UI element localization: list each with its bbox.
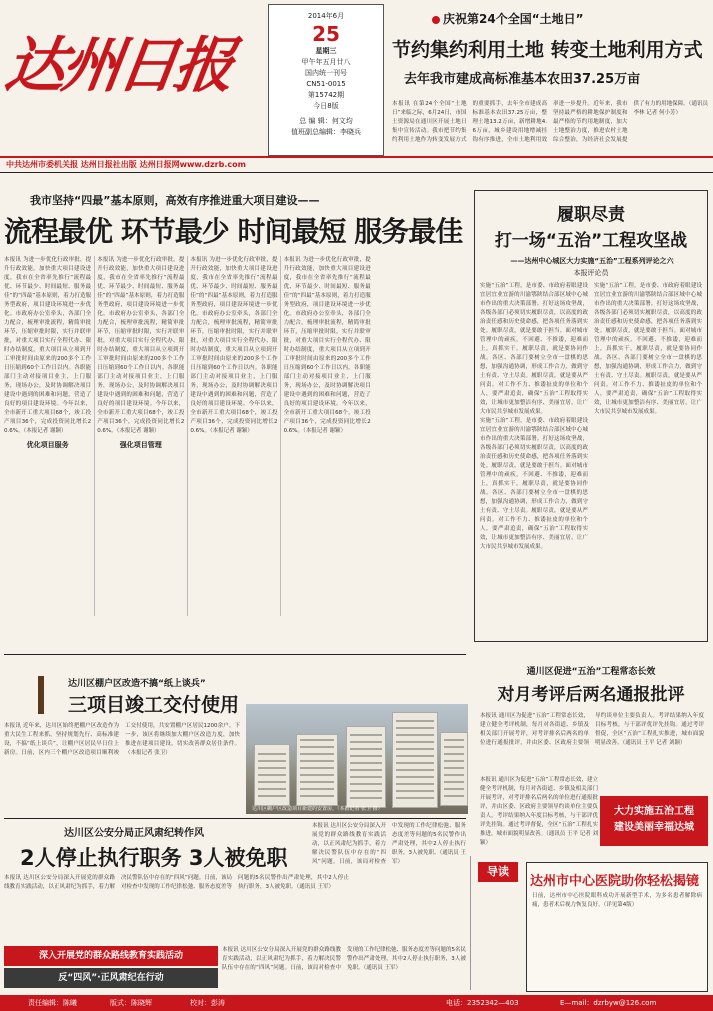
housing-body: 本报讯 近年来，达川区始终把棚户区改造作为重大民生工程来抓，坚持规划先行、高标准建设，不搞“纸上谈兵”，让棚户区居民早日住上新房。日前，区内三个棚户区改造项目顺利竣工交付使用，共安置棚户区居民1200余户。下一步，该区将继续加大棚户区改造力度，加快推进在建项目建设，切实改善群众居住条件。（本报记者 张卫） [4, 723, 240, 756]
lead-body-columns [4, 256, 464, 616]
footer-editor: 责任编辑：陈曦 [28, 999, 77, 1007]
top-story [392, 10, 712, 87]
side-feature-title-1: 履职尽责 [557, 205, 625, 225]
housing-title: 三项目竣工交付使用 [68, 694, 240, 716]
tongchuan-title: 对月考评后两名通报批评 [497, 685, 685, 705]
building-5 [440, 732, 468, 806]
side-feature-body-2: 实施“五治”工程，是市委、市政府着眼建设宜居宜业宜游的川渝鄂陕结合部区域中心城市作出的重大决策部署。打好这场攻坚战，各级各部门必须切实履职尽责，以高度的政治责任感和历史使命感，把各项任务落到实处。履职尽责，就是要敢于担当。面对城市管理中的顽疾，不回避、不推诿，迎难而上，真抓实干。履职尽责，就是要协同作战。各区、各部门要树立全市一盘棋的思想，加强沟通协调，形成工作合力，做到守土有责、守土尽责。履职尽责，就是要从严问责。对工作不力、推诿扯皮的单位和个人，要严肃追责，确保“五治”工程取得实效，让城市更加整洁有序、美丽宜居，让广大市民共享城市发展成果。 [480, 418, 588, 550]
daodu-divider [470, 856, 471, 990]
banner-line-2: 建设美丽幸福达城 [614, 822, 694, 833]
police-title: 2人停止执行职务 3人被免职 [20, 846, 288, 870]
top-story-kicker: 庆祝第24个全国“土地日” [432, 10, 712, 27]
police-body-bottom: 本报讯 达川区公安分局深入开展党的群众路线教育实践活动，以正风肃纪为抓手，着力解决民警队伍中存在的“四风”问题。日前，该局对检查中发现的工作纪律松弛、服务态度差等问题的5名民警作出严肃处理，其中2人停止执行职务，3人被免职。（通讯员 王军） [222, 947, 466, 971]
cn-number-label: 国内统一刊号 [305, 69, 347, 77]
police-banner-1: 深入开展党的群众路线教育实践活动 [4, 946, 218, 966]
masthead-rule [0, 156, 713, 158]
daodu-title: 达州市中心医院助你轻松揭镜 [530, 874, 700, 889]
lead-title: 流程最优 环节最少 时间最短 服务最佳 [4, 215, 463, 248]
top-story-title: 节约集约利用土地 转变土地利用方式 [392, 39, 703, 61]
lunar-date: 甲午年五月廿八 [301, 58, 351, 66]
housing-photo [246, 704, 468, 814]
top-story-body: 本报讯 在第24个全国“土地日”来临之际，6月24日，市国土资源局在通川区开展土地日集中宣传活动。我市把节约集约利用土地作为转变发展方式的重要抓手，去年全市建成高标准基本农田37.25万亩，整理土地13.2万亩，新增耕地4.6万亩，城乡建设用地增减挂钩有序推进，全市土地利用效率进一步提升。近年来，我市坚持最严格的耕地保护制度和最严格的节约用地制度，加大土地整治力度，推进农村土地综合整治，为经济社会发展提供了有力的用地保障。（通讯员 李林 记者 何小芳） [392, 101, 708, 143]
chief-editor: 总 编 辑：何文均 [299, 117, 353, 125]
footer-proofreader: 校对：彭涛 [190, 999, 225, 1007]
top-story-subtitle: 去年我市建成高标准基本农田37.25万亩 [404, 72, 641, 87]
footer-bar [0, 995, 713, 1011]
building-1 [254, 744, 290, 806]
building-2 [296, 734, 338, 806]
side-feature-title-2: 打一场“五治”工程攻坚战 [494, 231, 688, 251]
housing-kicker: 达川区棚户区改造不搞“纸上谈兵” [68, 679, 206, 689]
cn-code: CN51-0015 [306, 80, 346, 88]
police-rule [4, 818, 466, 819]
banner-line-1: 大力实施五治工程 [614, 806, 694, 817]
side-feature-body-3: 实施“五治”工程，是市委、市政府着眼建设宜居宜业宜游的川渝鄂陕结合部区域中心城市作出的重大决策部署。打好这场攻坚战，各级各部门必须切实履职尽责，以高度的政治责任感和历史使命感，把各项任务落到实处。履职尽责，就是要敢于担当。面对城市管理中的顽疾，不回避、不推诿，迎难而上，真抓实干。履职尽责，就是要协同作战。各区、各部门要树立全市一盘棋的思想，加强沟通协调，形成工作合力，做到守土有责、守土尽责。履职尽责，就是要从严问责。对工作不力、推诿扯皮的单位和个人，要严肃追责，确保“五治”工程取得实效，让城市更加整洁有序、美丽宜居，让广大市民共享城市发展成果。 [594, 283, 702, 415]
lead-kicker: 我市坚持“四最”基本原则，高效有序推进重大项目建设—— [30, 194, 320, 207]
housing-rule [4, 654, 466, 655]
side-feature-body: 实施“五治”工程，是市委、市政府着眼建设宜居宜业宜游的川渝鄂陕结合部区域中心城市作出的重大决策部署。打好这场攻坚战，各级各部门必须切实履职尽责，以高度的政治责任感和历史使命感，把各项任务落到实处。履职尽责，就是要敢于担当。面对城市管理中的顽疾，不回避、不推诿，迎难而上，真抓实干。履职尽责，就是要协同作战。各区、各部门要树立全市一盘棋的思想，加强沟通协调，形成工作合力，做到守土有责、守土尽责。履职尽责，就是要从严问责。对工作不力、推诿扯皮的单位和个人，要严肃追责，确保“五治”工程取得实效，让城市更加整洁有序、美丽宜居，让广大市民共享城市发展成果。 [480, 283, 588, 415]
lead-body-text: 本报讯 为进一步优化行政审批，提升行政效能，加快重大项目建设进度，我市在全省率先推行“流程最优、环节最少、时间最短、服务最佳”的“四最”基本原则，着力打造服务型政府，项目建设环境进一步优化。市政府办公室牵头，各部门全力配合，梳理审批流程，精简审批环节，压缩审批时限，实行并联审批，对重大项目实行全程代办、限时办结制度，重大项目从立项到开工审批时间由原来的200多个工作日压缩到60个工作日以内。各职能部门主动对接项目业主，上门服务，现场办公，及时协调解决项目建设中遇到的困难和问题，营造了良好的项目建设环境。今年以来，全市新开工重大项目68个，竣工投产项目36个，完成投资同比增长20.6%。（本报记者 谢颖） [4, 257, 92, 434]
housing-photo-caption: 达川区棚户区改造项目新建的安置房。（本报记者 张卫 摄） [252, 806, 383, 812]
bullet-icon [432, 16, 440, 24]
police-banner-2: 反“四风”·正风肃纪在行动 [4, 968, 218, 988]
tongchuan-body-2: 本报讯 通川区为促进“五治”工程常态长效，建立健全考评机制，每月对各街道、乡镇及相关部门开展考评，对考评排名后两名的单位进行通报批评，并由区委、区政府主要领导约谈单位主要负责人。考评结果纳入年度目标考核，与干部评优评先挂钩。通过考评督促，全区“五治”工程扎实推进，城市面貌明显改善。（通讯员 王平 记者 刘颖） [480, 777, 598, 846]
lead-subhead-2: 强化项目管理 [119, 441, 162, 449]
masthead-logo: 达州日报 [1, 31, 235, 101]
police-kicker: 达川区公安分局正风肃纪转作风 [64, 828, 204, 839]
date-day: 25 [312, 22, 340, 46]
lead-body-text-2: 本报讯 为进一步优化行政审批，提升行政效能，加快重大项目建设进度，我市在全省率先推行“流程最优、环节最少、时间最短、服务最佳”的“四最”基本原则，着力打造服务型政府，项目建设环境进一步优化。市政府办公室牵头，各部门全力配合，梳理审批流程，精简审批环节，压缩审批时限，实行并联审批，对重大项目实行全程代办、限时办结制度，重大项目从立项到开工审批时间由原来的200多个工作日压缩到60个工作日以内。各职能部门主动对接项目业主，上门服务，现场办公，及时协调解决项目建设中遇到的困难和问题，营造了良好的项目建设环境。今年以来，全市新开工重大项目68个，竣工投产项目36个，完成投资同比增长20.6%。（本报记者 谢颖） [97, 257, 185, 434]
tongchuan-body: 本报讯 通川区为促进“五治”工程常态长效，建立健全考评机制，每月对各街道、乡镇及相关部门开展考评，对考评排名后两名的单位进行通报批评，并由区委、区政府主要领导约谈单位主要负责人。考评结果纳入年度目标考核，与干部评优评先挂钩。通过考评督促，全区“五治”工程扎实推进，城市面貌明显改善。（通讯员 王平 记者 刘颖） [480, 713, 704, 746]
side-feature-kicker: ——达州中心城区大力实施“五治”工程系列评论之六 [510, 257, 674, 265]
lead-body-text-3: 本报讯 为进一步优化行政审批，提升行政效能，加快重大项目建设进度，我市在全省率先推行“流程最优、环节最少、时间最短、服务最佳”的“四最”基本原则，着力打造服务型政府，项目建设环境进一步优化。市政府办公室牵头，各部门全力配合，梳理审批流程，精简审批环节，压缩审批时限，实行并联审批，对重大项目实行全程代办、限时办结制度，重大项目从立项到开工审批时间由原来的200多个工作日压缩到60个工作日以内。各职能部门主动对接项目业主，上门服务，现场办公，及时协调解决项目建设中遇到的困难和问题，营造了良好的项目建设环境。今年以来，全市新开工重大项目68个，竣工投产项目36个，完成投资同比增长20.6%。（本报记者 谢颖） [190, 257, 278, 434]
police-body: 本报讯 达川区公安分局深入开展党的群众路线教育实践活动，以正风肃纪为抓手，着力解决民警队伍中存在的“四风”问题。日前，该局对检查中发现的工作纪律松弛、服务态度差等问题的5名民警作出严肃处理，其中2人停止执行职务，3人被免职。（通讯员 王军） [4, 875, 349, 890]
footer-phone: 电话：2352342—403 [446, 999, 519, 1007]
building-3 [346, 726, 386, 808]
pages-count: 今日8版 [313, 102, 339, 110]
police-body-right: 本报讯 达川区公安分局深入开展党的群众路线教育实践活动，以正风肃纪为抓手，着力解决民警队伍中存在的“四风”问题。日前，该局对检查中发现的工作纪律松弛、服务态度差等问题的5名民警作出严肃处理，其中2人停止执行职务，3人被免职。（通讯员 王军） [312, 823, 466, 865]
tongchuan-banner [600, 796, 708, 846]
issue-number: 第15742期 [307, 91, 345, 99]
masthead-strip: 中共达州市委机关报 达州日报社出版 达州日报网www.dzrb.com [6, 160, 246, 169]
lead-body-text-4: 本报讯 为进一步优化行政审批，提升行政效能，加快重大项目建设进度，我市在全省率先推行“流程最优、环节最少、时间最短、服务最佳”的“四最”基本原则，着力打造服务型政府，项目建设环境进一步优化。市政府办公室牵头，各部门全力配合，梳理审批流程，精简审批环节，压缩审批时限，实行并联审批，对重大项目实行全程代办、限时办结制度，重大项目从立项到开工审批时间由原来的200多个工作日压缩到60个工作日以内。各职能部门主动对接项目业主，上门服务，现场办公，及时协调解决项目建设中遇到的困难和问题，营造了良好的项目建设环境。今年以来，全市新开工重大项目68个，竣工投产项目36个，完成投资同比增长20.6%。（本报记者 谢颖） [283, 257, 371, 434]
date-box [268, 4, 384, 156]
side-feature-byline: 本报评论员 [573, 269, 609, 277]
daodu-label: 导读 [478, 862, 518, 882]
weekday: 星期三 [315, 47, 337, 55]
footer-designer: 版式：陈晓辉 [110, 999, 152, 1007]
lead-subhead-1: 优化项目服务 [26, 441, 69, 449]
building-4 [392, 712, 438, 808]
housing-marker [38, 676, 44, 714]
footer-email: E—mail：dzrbyw@126.com [560, 999, 657, 1007]
strip-rule [0, 172, 713, 173]
duty-editor: 值班副总编辑：李晓兵 [291, 128, 361, 136]
tongchuan-kicker: 通川区促进“五治”工程常态长效 [526, 667, 656, 677]
daodu-body: 日前，达州市中心医院眼科成功开展新型手术，为多名患者解除病痛，患者术后视力恢复良好。（详见第4版） [532, 893, 702, 908]
date-year-month: 2014年6月 [307, 12, 345, 20]
side-feature-body-columns [480, 282, 702, 636]
